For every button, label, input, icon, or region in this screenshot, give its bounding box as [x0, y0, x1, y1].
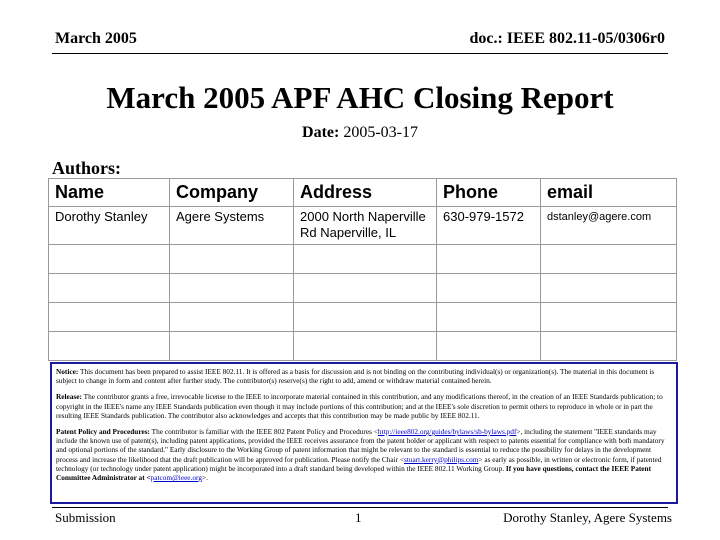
cell-name: Dorothy Stanley	[49, 207, 170, 245]
col-header-phone: Phone	[437, 179, 541, 207]
col-header-email: email	[541, 179, 677, 207]
col-header-name: Name	[49, 179, 170, 207]
header-date: March 2005	[55, 30, 137, 47]
footer-rule	[52, 507, 668, 508]
cell-email: dstanley@agere.com	[541, 207, 677, 245]
header-doc-id: doc.: IEEE 802.11-05/0306r0	[469, 30, 665, 47]
notice-box	[50, 362, 678, 504]
date-label: Date:	[302, 124, 340, 141]
cell-phone: 630-979-1572	[437, 207, 541, 245]
authors-label: Authors:	[52, 158, 122, 178]
slide-title: March 2005 APF AHC Closing Report	[106, 80, 614, 115]
authors-table	[48, 178, 677, 361]
table-header-row	[49, 179, 677, 207]
patent-contact-text: If you have questions, contact the IEEE Patent Committee Administrator at <	[56, 463, 652, 483]
notice-text: This document has been prepared to assist IEEE 802.11. It is offered as a basis for discussion and is not binding on the contributing individual(s) or organization(s). The material in this document is subject to change in form and content after further study. The contributor(s) reserve(s) the right to add, amend or withdraw material contained herein.	[56, 367, 655, 386]
release-text: The contributor grants a free, irrevocable license to the IEEE to incorporate material contained in this contribution, and any modifications thereof, in the creation of an IEEE Standards publication; to copyright in the IEEE's name any IEEE Standards publication even though it may include portions of this contribution; and at the IEEE's sole discretion to permit others to reproduce in whole or in part the resulting IEEE Standards publication. The contributor also acknowledges and accepts that this contribution may be made public by IEEE 802.11.	[56, 392, 663, 420]
chair-email-link[interactable]: stuart.kerry@philips.com	[403, 454, 479, 464]
col-header-company: Company	[170, 179, 294, 207]
patent-label: Patent Policy and Procedures:	[56, 427, 150, 437]
patent-policy-link[interactable]: http://ieee802.org/guides/bylaws/sb-bylaws.pdf	[377, 427, 517, 437]
patcom-email-link[interactable]: patcom@ieee.org	[150, 473, 202, 483]
date-line	[0, 124, 720, 142]
notice-paragraph	[56, 367, 672, 385]
release-label: Release:	[56, 392, 82, 402]
table-row-empty	[49, 245, 677, 274]
table-row-empty	[49, 303, 677, 332]
footer-page-number: 1	[355, 510, 362, 525]
header-rule	[52, 53, 668, 54]
patent-tail: >.	[201, 473, 208, 483]
col-header-address: Address	[294, 179, 437, 207]
patent-text-b: >, including the statement "IEEE standards may include the known use of patent(s), including patent applications, provided the IEEE receives assurance from the patent holder or applicant with respect to patents essential for compliance with both mandatory and optional portions of the standard." Early disclosure to the Working Group of patent information that might be relevant to the standard is essential to reduce the possibility for delays in the development process and increase the likelihood that the draft publication will be approved for publication. Please notify the Chair <	[56, 427, 665, 464]
cell-company: Agere Systems	[170, 207, 294, 245]
patent-text-c: > as early as possible, in written or electronic form, if patented technology (or technology under patent application) might be incorporated into a draft standard being developed within the IEEE 802.11 Working Group.	[56, 454, 662, 473]
table-row-empty	[49, 274, 677, 303]
footer-author: Dorothy Stanley, Agere Systems	[503, 510, 672, 525]
date-value: 2005-03-17	[343, 124, 418, 141]
footer-submission: Submission	[55, 510, 116, 525]
notice-label: Notice:	[56, 367, 79, 376]
patent-text-a: The contributor is familiar with the IEEE 802 Patent Policy and Procedures <	[151, 427, 378, 437]
patent-paragraph	[56, 427, 672, 482]
table-row-empty	[49, 332, 677, 361]
table-row	[49, 207, 677, 245]
release-paragraph	[56, 392, 672, 420]
cell-address: 2000 North Naperville Rd Naperville, IL	[294, 207, 437, 245]
